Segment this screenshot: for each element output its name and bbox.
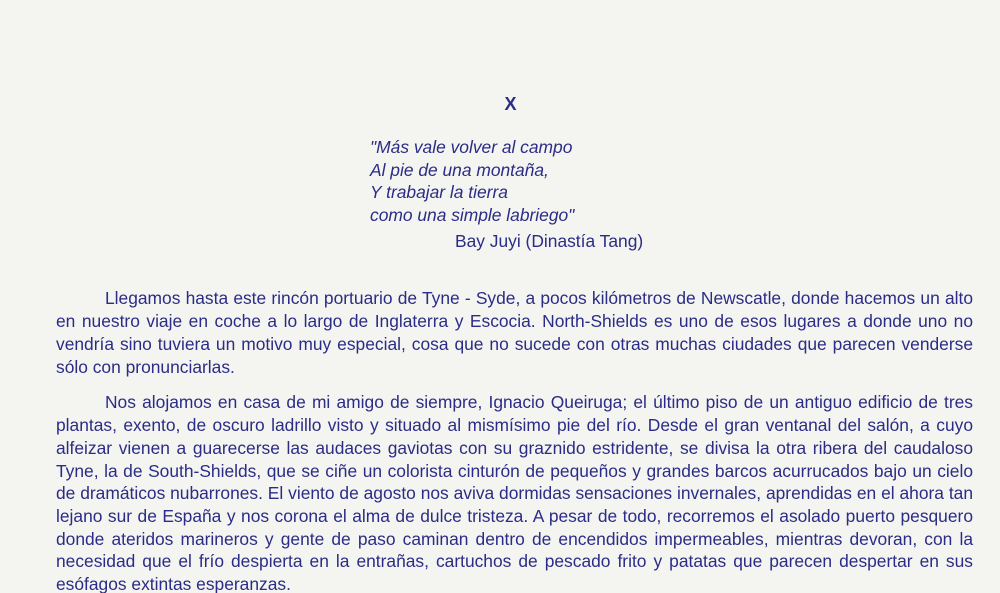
- paragraph: Nos alojamos en casa de mi amigo de siempre, Ignacio Queiruga; el último piso de un antiguo edificio de tres plantas, exento, de oscuro ladrillo visto y situado al mismísimo pie del río. Desde el gran ventanal del salón, a cuyo alfeizar vienen a guarecerse las audaces gaviotas con su graznido estridente, se divisa la otra ribera del caudaloso Tyne, la de South-Shields, que se ciñe un colorista cinturón de pequeños y grandes barcos acurrucados bajo un cielo de dramáticos nubarrones. El viento de agosto nos aviva dormidas sensaciones invernales, aprendidas en el ahora tan lejano sur de España y nos corona el alma de dulce tristeza. A pesar de todo, recorremos el asolado puerto pesquero donde ateridos marineros y gente de paso caminan dentro de encendidos impermeables, mientras devoran, con la necesidad que el frío despierta en la entrañas, cartuchos de pescado frito y patatas que parecen despertar en sus esófagos extintas esperanzas.: [56, 392, 973, 593]
- poem-line: como una simple labriego": [370, 205, 575, 226]
- poem-attribution: Bay Juyi (Dinastía Tang): [455, 231, 644, 251]
- poem-line: Al pie de una montaña,: [370, 159, 549, 180]
- poem-line: Y trabajar la tierra: [370, 182, 508, 203]
- epigraph-poem: [370, 136, 574, 227]
- paragraph: Llegamos hasta este rincón portuario de Tyne - Syde, a pocos kilómetros de Newscatle, donde hacemos un alto en nuestro viaje en coche a lo largo de Inglaterra y Escocia. North-Shields es uno de esos lugares a donde uno no vendría sino tuviera un motivo muy especial, cosa que no sucede con otras muchas ciudades que parecen venderse sólo con pronunciarlas.: [56, 288, 973, 377]
- chapter-number: X: [504, 94, 518, 114]
- poem-line: "Más vale volver al campo: [370, 137, 573, 157]
